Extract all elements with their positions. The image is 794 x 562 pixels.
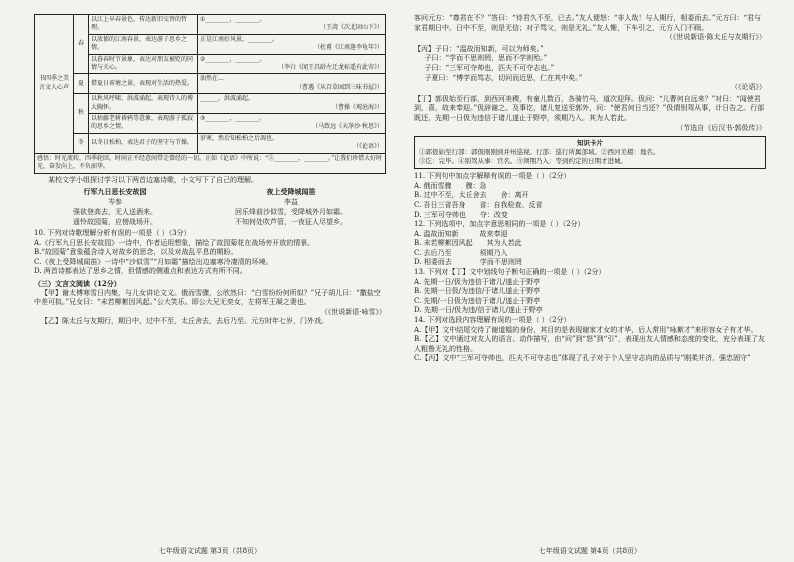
question-stem: 11. 下列句中加点字解释有误的一项是（ ）（2分） xyxy=(414,172,571,181)
option-b: B. 先期一日伋/为违信/于诸儿遂止于野亭 xyxy=(414,287,541,296)
row-desc: 以暮春时节景象，表达对朋友被贬的同情与关心。 xyxy=(89,54,198,74)
poem-title: 夜上受降城闻笛 xyxy=(266,187,316,197)
option-a: A. 温故而知新 故来奉迎 xyxy=(414,229,508,238)
question-stem: 13. 下列对【丁】文中划线句子断句正确的一项是（ ）（2分） xyxy=(414,268,606,277)
season-winter: 冬 xyxy=(74,133,89,153)
season-spring: 春 xyxy=(74,15,89,74)
option-c: C.《夜上受降城闻笛》一诗中“沙似雪”“月如霜”描绘出边塞寒冷凄清的环境。 xyxy=(34,257,273,266)
row-quote: ①________，________。 （王湾《次北固山下》） xyxy=(198,15,386,35)
option-a: A.【甲】文中结尾交待了谢道韫的身份，其目的是表现谢家才女的才华，后人常用“咏絮才”来形容女子有才华。 xyxy=(414,325,758,334)
question-stem: 10. 下列对诗歌理解分析有误的一项是（ ）（3分） xyxy=(34,229,191,238)
option-d: D. 两首诗都表达了思乡之情，但情感的侧重点和表达方式有所不同。 xyxy=(34,267,247,276)
poem-author: 岑参 xyxy=(108,198,122,207)
right-page xyxy=(414,14,766,562)
row-desc: 以冬日松柏，表达君子的坚守与节操。 xyxy=(89,133,198,153)
option-a: A. 俄而雪骤 骤：急 xyxy=(414,181,487,190)
poem-pair xyxy=(34,187,386,227)
season-autumn: 秋 xyxy=(74,94,89,134)
row-quote: 岁寒，然后知松柏之后凋也。 （《论语》） xyxy=(198,133,386,153)
question-10 xyxy=(34,229,386,277)
poem-title: 行军九日思长安故园 xyxy=(83,187,147,197)
section-heading: （三）文言文阅读（12分） xyxy=(34,279,121,289)
question-stem: 12. 下列选项中，加点字意思相同的一项是（ ）（2分） xyxy=(414,220,585,229)
season-summer: 夏 xyxy=(74,74,89,94)
option-c: C. 吾日三省吾身 省：自我检查、反省 xyxy=(414,200,543,209)
passage-ding-source: （节选自《后汉书·郭伋传》） xyxy=(676,123,766,132)
passage-yi-start: 【乙】陈太丘与友期行，期日中，过中不至，太丘舍去，去后乃至。元方时年七岁，门外戏。 xyxy=(41,317,328,326)
poem-author: 李益 xyxy=(284,198,298,207)
passage-yi-source: （《世说新语·陈太丘与友期行》） xyxy=(665,33,766,42)
passage-jia: 【甲】谢太傅寒雪日内集，与儿女讲论文义。俄而雪骤，公欣然曰：“白雪纷纷何所似？”兄子胡儿曰：“撒盐空中差可拟。”兄女曰：“未若柳絮因风起。”公大笑乐。即公大兄无奕女，左将军王凝之妻也。 xyxy=(34,288,381,307)
poem-2 xyxy=(235,187,347,227)
option-c: C. 去后乃至 须期乃入 xyxy=(414,248,508,257)
passage-ding: 【丁】郭伋始至行部，到西河美稷，有童儿数百，各骑竹马，道次迎拜。伋问：“儿曹何自远来？”对曰：“闻使君到，喜，故来奉迎。”伋辞谢之。及事讫，诸儿复送至郭外，问：“使君何日当还？”伋谓别驾从事，计日告之。行部既还，先期一日伋为违信于诸儿遂止于野亭，须期乃入。其为人若此。 xyxy=(414,94,765,122)
row-desc: 以江上早春景色，传达新旧交替的哲理。 xyxy=(89,15,198,35)
row-desc: 以浓郁的江南春景，表达游子思乡之情。 xyxy=(89,34,198,54)
knowledge-card: 知识卡片 ①郭伋始至行部：郭伋刚刚到并州巡视。行部：巡行所属部域。②西河美稷：地名。 ③讫：完毕。④别驾从事：官名。⑤须期乃入：等到约定的日期才进城。 xyxy=(414,136,766,169)
option-d: D. 三军可夺帅也 夺：改变 xyxy=(414,210,508,219)
option-c: C.【丙】文中“三军可夺帅也，匹夫不可夺志也”体现了孔子对于个人坚守志向的品质与“刚柔并济，强忠固守” xyxy=(414,354,751,363)
question-stem: 14. 下列对选段内容理解有误的一项是（ ）（2分） xyxy=(414,316,571,325)
row-quote: ②________，________。 （李白《闻王昌龄左迁龙标遥有此寄》） xyxy=(198,54,386,74)
question-11 xyxy=(414,172,766,220)
option-a: A. 先期一日/伋为违信于诸儿/遂止于野亭 xyxy=(414,277,541,286)
row-quote: ______，洪波涌起。 （曹操《观沧海》） xyxy=(198,94,386,114)
option-d: D. 先期一日/伋为违/信于诸儿/遂止于野亭 xyxy=(414,306,543,315)
row-desc: 以枯藤老树昏鸦等意象，表现游子孤寂的思乡之情。 xyxy=(89,114,198,134)
poem-line: 遥怜故园菊，应傍战场开。 xyxy=(73,218,157,227)
option-c: C. 先期/一日伋为违信于诸儿/遂止于野亭 xyxy=(414,296,541,305)
passage-yi-cont: 客问元方：“尊君在不？”答曰：“待君久不至，已去。”友人便怒：“非人哉！与人期行，相委而去。”元方曰：“君与家君期日中。日中不至，则是无信；对子骂父，则是无礼。”友人惭，下车引之，元方入门不顾。 xyxy=(414,14,762,32)
poem-intro: 某校文学小组探讨学习以下两首边塞诗歌，小文写下了自己的理解。 xyxy=(48,175,258,184)
row-quote: 正是江南好风景，________。 （杜甫《江南逢李龟年》） xyxy=(198,34,386,54)
question-14 xyxy=(414,316,766,364)
knowledge-card-title: 知识卡片 xyxy=(577,139,603,148)
question-13 xyxy=(414,268,766,316)
option-b: B.“故园菊”意象蕴含诗人对故乡的思念，以及对战乱平息的期盼。 xyxy=(34,248,238,257)
poem-line: 强欲登高去，无人送酒来。 xyxy=(73,208,157,217)
option-b: B. 未若柳絮因风起 其为人若此 xyxy=(414,239,522,248)
passage-jia-source: （《世说新语·咏雪》） xyxy=(320,307,386,316)
option-a: A.《行军九日思长安故园》一诗中，作者运用想象，描绘了故园菊花在战场旁开放的情景。 xyxy=(34,238,315,247)
row-quote: ③________，________。 （马致远《天净沙·秋思》） xyxy=(198,114,386,134)
poetry-table xyxy=(34,14,386,174)
table-note: 感悟：时光流转，四季轮回。时间正不经意间带走曾经的一切。正如《论语》中所说：“⑤________，________。”让我们珍惜大好时光，奋发向上，不负韶华。 xyxy=(35,153,386,173)
option-b: B. 过中不至，太丘舍去 舍：离开 xyxy=(414,191,529,200)
row-quote: 油然在... （曹遇《从百草园到三味书屋》） xyxy=(198,74,386,94)
poem-line: 不知何处吹芦管，一夜征人尽望乡。 xyxy=(235,218,347,227)
row-desc: 借夏日荷塘之景，表现对生活的热爱。 xyxy=(89,74,198,94)
passage-bing: 【丙】子曰：“温故而知新，可以为师矣。” 子曰：“学而不思则罔，思而不学则殆。” 子曰：“三军可夺帅也，匹夫不可夺志也。” 子夏曰：“博学而笃志，切问而近思，仁在其中矣。” （《论语》） xyxy=(414,44,766,92)
table-category: 书四季之美 言文人心声 xyxy=(35,15,74,154)
poem-1 xyxy=(73,187,157,227)
option-d: D. 相委而去 学而不思则罔 xyxy=(414,258,522,267)
page-footer: 七年级语文试题 第4页（共8页） xyxy=(538,547,642,555)
poem-line: 回乐烽前沙似雪，受降城外月如霜。 xyxy=(235,208,347,217)
row-desc: 以秋风呼啸、洪波涌起，表现诗人的博大胸怀。 xyxy=(89,94,198,114)
page-footer: 七年级语文试题 第3页（共8页） xyxy=(158,547,262,555)
question-12 xyxy=(414,220,766,268)
left-page xyxy=(34,14,386,562)
option-b: B.【乙】文中通过对友人的语言、动作描写，由“问”到“怒”到“引”，表现出友人情感和态度的变化，充分表现了友人粗鲁无礼的性格。 xyxy=(414,335,765,353)
